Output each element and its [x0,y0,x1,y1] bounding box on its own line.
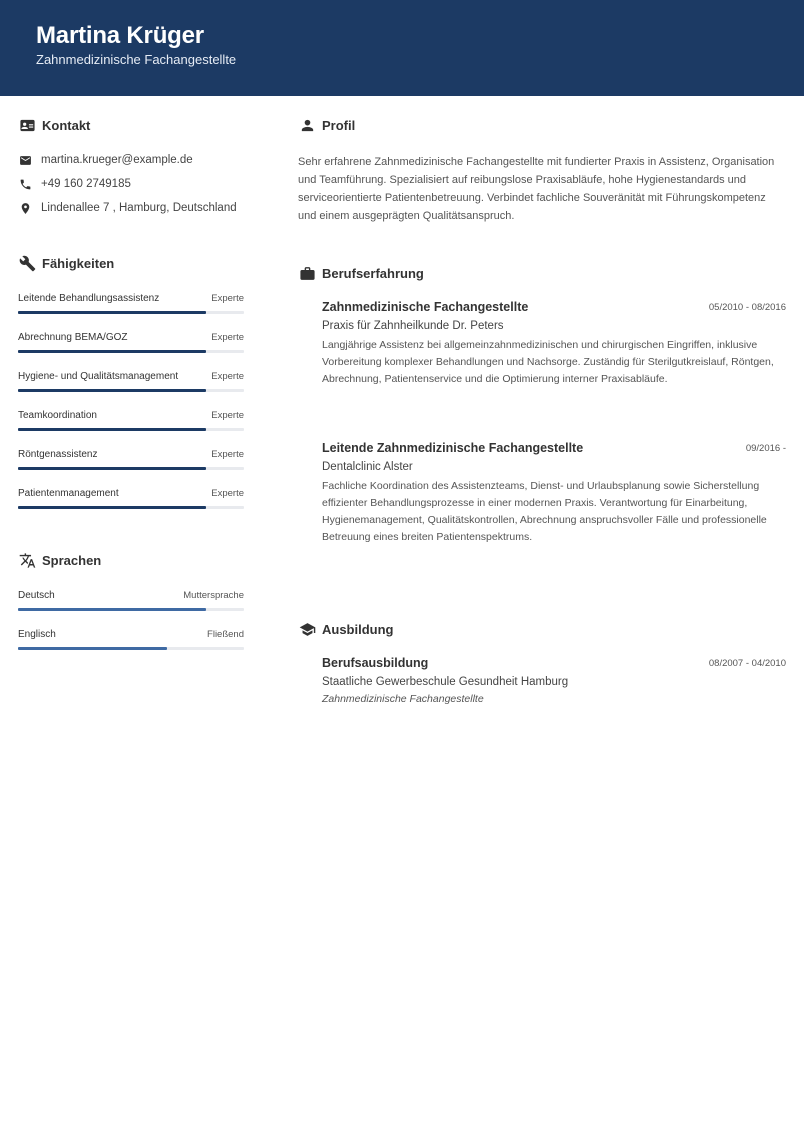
experience-company: Dentalclinic Alster [322,461,413,473]
profile-summary: Sehr erfahrene Zahnmedizinische Fachangestellte mit fundierter Praxis in Assistenz, Organisation und Teamführung. Spezialisiert auf reibungslose Praxisabläufe, hohe Hygienestandards und serviceorientierte Patientenbetreuung. Verbindet fachliche Souveränität mit Führungskompetenz und einem ausgeprägten Qualitätsanspruch. [298,156,775,222]
language-level: Fließend [207,629,244,640]
language-item [18,629,244,650]
skill-item [18,293,244,314]
language-bar-fill [18,647,167,650]
experience-heading-label: Berufserfahrung [322,265,424,281]
skill-bar-fill [18,350,206,353]
skill-label: Patientenmanagement [18,488,119,499]
skills-heading [18,254,114,272]
skill-level: Experte [211,332,244,343]
skill-bar-fill [18,467,206,470]
briefcase-icon [298,264,316,282]
skill-level: Experte [211,410,244,421]
experience-entry [322,300,786,388]
skill-bar [18,428,244,431]
contact-email-text[interactable]: martina.krueger@example.de [41,154,193,166]
mail-icon [18,153,32,167]
contact-phone[interactable] [18,177,131,191]
skill-level: Experte [211,293,244,304]
languages-heading [18,551,101,569]
skill-bar [18,506,244,509]
contact-heading [18,116,90,134]
experience-date: 09/2016 - [745,443,786,454]
skill-label: Hygiene- und Qualitätsmanagement [18,371,179,382]
person-icon [298,116,316,134]
skill-bar [18,389,244,392]
language-label: Englisch [18,629,56,640]
skill-item [18,488,244,509]
wrench-icon [18,254,36,272]
contact-address-text: Lindenallee 7 , Hamburg, Deutschland [41,202,237,214]
skill-bar [18,311,244,314]
contact-address [18,201,237,215]
resume-header [0,0,804,96]
contact-heading-label: Kontakt [42,117,91,133]
education-title: Berufsausbildung [322,656,429,670]
skill-label: Abrechnung BEMA/GOZ [18,332,128,343]
contact-email[interactable] [18,153,193,167]
location-pin-icon [18,201,32,215]
language-bar [18,608,244,611]
skill-label: Teamkoordination [18,410,97,421]
profile-heading-label: Profil [322,117,356,133]
skill-bar-fill [18,389,206,392]
language-item [18,590,244,611]
experience-heading [298,264,424,282]
experience-title: Leitende Zahnmedizinische Fachangestellte [322,441,584,455]
experience-date: 05/2010 - 08/2016 [708,302,786,313]
experience-company: Praxis für Zahnheilkunde Dr. Peters [322,320,504,332]
skill-bar [18,350,244,353]
skill-label: Röntgenassistenz [18,449,98,460]
languages-heading-label: Sprachen [42,552,102,568]
phone-icon [18,177,32,191]
language-label: Deutsch [18,590,55,601]
education-degree: Zahnmedizinische Fachangestellte [322,693,484,705]
skills-heading-label: Fähigkeiten [42,255,115,271]
skill-item [18,371,244,392]
language-level: Muttersprache [183,590,244,601]
skill-item [18,410,244,431]
skill-level: Experte [211,449,244,460]
skill-item [18,449,244,470]
skill-label: Leitende Behandlungsassistenz [18,293,160,304]
language-bar-fill [18,608,206,611]
education-heading [298,620,394,638]
experience-title: Zahnmedizinische Fachangestellte [322,300,529,314]
profile-heading [298,116,355,134]
skill-item [18,332,244,353]
skill-bar-fill [18,311,206,314]
education-school: Staatliche Gewerbeschule Gesundheit Hamburg [322,676,569,688]
skill-bar-fill [18,506,206,509]
education-heading-label: Ausbildung [322,621,394,637]
job-title: Zahnmedizinische Fachangestellte [36,52,237,67]
skill-level: Experte [211,488,244,499]
experience-entry [322,441,786,546]
contact-card-icon [18,116,36,134]
experience-description: Langjährige Assistenz bei allgemeinzahnmedizinischen und chirurgischen Eingriffen, inklusive Vorbereitung komplexer Behandlungen und Nachsorge. Zuständig für Sterilgutkreislauf, Röntgen, Abrechnung, Patientenservice und die Optimierung interner Praxisabläufe. [322,339,774,385]
translate-icon [18,551,36,569]
skill-level: Experte [211,371,244,382]
graduation-cap-icon [298,620,316,638]
skill-bar-fill [18,428,206,431]
person-name: Martina Krüger [36,22,204,49]
language-bar [18,647,244,650]
skill-bar [18,467,244,470]
contact-phone-text[interactable]: +49 160 2749185 [41,178,131,190]
education-date: 08/2007 - 04/2010 [708,658,786,669]
experience-description: Fachliche Koordination des Assistenzteams, Dienst- und Urlaubsplanung sowie Sicherstellung effizienter Behandlungsprozesse in einer modernen Praxis. Verantwortung für Einarbeitung, Hygienemanagement, Qualitätskontrollen, Abrechnung anspruchsvoller Fälle und professionelle Betreuung eines breiten Patientenspektrums. [322,480,767,543]
education-entry [322,656,786,705]
